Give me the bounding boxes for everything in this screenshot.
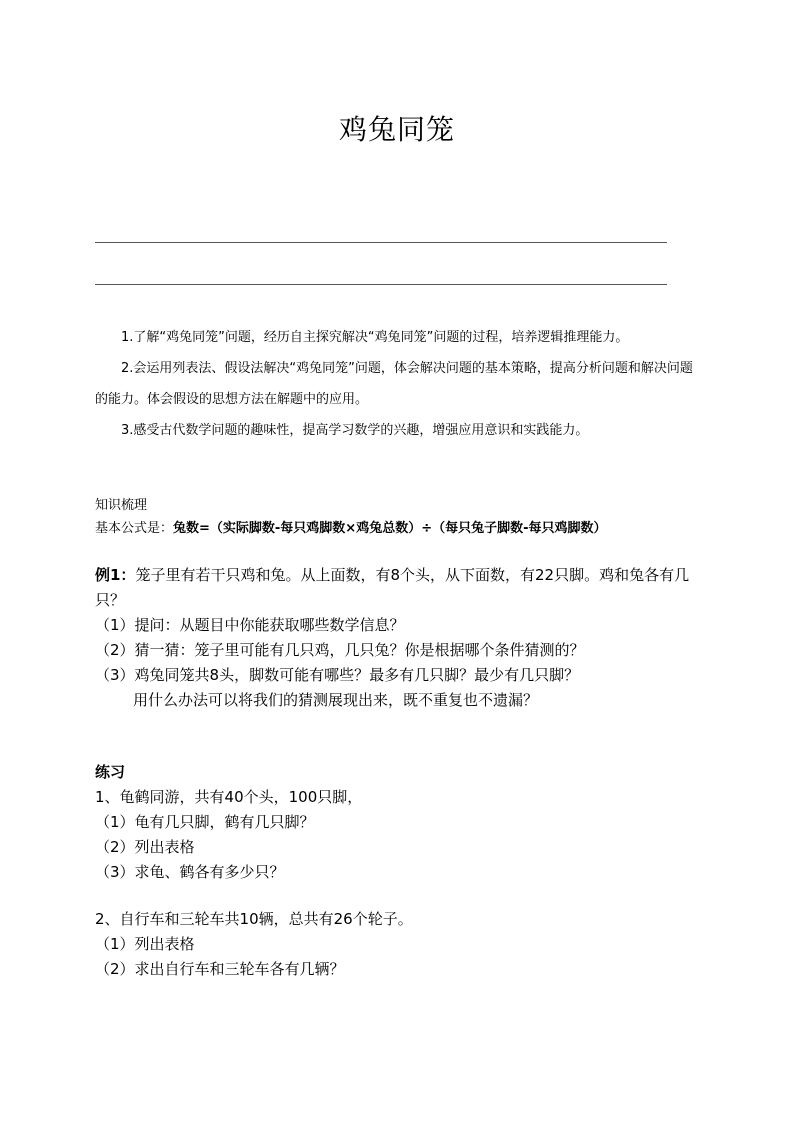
practice-question-2: 2、自行车和三轮车共10辆，总共有26个轮子。 — [95, 910, 413, 928]
formula-text: 兔数=（实际脚数-每只鸡脚数×鸡兔总数）÷（每只兔子脚数-每只鸡脚数） — [173, 521, 607, 536]
spacer — [95, 885, 715, 907]
example-label: 例1： — [95, 566, 136, 584]
learning-goals — [95, 322, 705, 446]
goal-item: 2.会运用列表法、假设法解决“鸡兔同笼”问题，体会解决问题的基本策略，提高分析问题和解决问题的能力。体会假设的思想方法在解题中的应用。 — [95, 361, 693, 407]
formula-line — [95, 517, 715, 540]
page-title: 鸡兔同笼 — [338, 113, 455, 146]
practice-question-1: 1、龟鹤同游，共有40个头，100只脚， — [95, 788, 363, 806]
example-followup: 用什么办法可以将我们的猜测展现出来，既不重复也不遗漏？ — [133, 691, 539, 709]
practice-q1-item: （3）求龟、鹤各有多少只？ — [95, 863, 285, 881]
practice-heading: 练习 — [95, 763, 126, 781]
example-question — [95, 563, 715, 613]
example-item: （3）鸡兔同笼共8头，脚数可能有哪些？最多有几只脚？最少有几只脚？ — [95, 666, 580, 684]
knowledge-heading: 知识梳理 — [95, 498, 148, 513]
formula-label: 基本公式是： — [95, 521, 174, 536]
example-item: （2）猜一猜：笼子里可能有几只鸡，几只兔？你是根据哪个条件猜测的？ — [95, 641, 585, 659]
blank-answer-line-1 — [95, 242, 667, 243]
practice-q2-item: （2）求出自行车和三轮车各有几辆？ — [95, 960, 345, 978]
practice-section — [95, 760, 715, 982]
practice-q2-item: （1）列出表格 — [95, 935, 195, 953]
goal-item: 3.感受古代数学问题的趣味性，提高学习数学的兴趣，增强应用意识和实践能力。 — [121, 423, 589, 438]
example-item: （1）提问：从题目中你能获取哪些数学信息？ — [95, 616, 405, 634]
example-question-text: 笼子里有若干只鸡和兔。从上面数，有8个头，从下面数，有22只脚。鸡和兔各有几只？ — [95, 566, 690, 609]
blank-answer-line-2 — [95, 284, 667, 285]
knowledge-section — [95, 494, 715, 540]
example-section — [95, 563, 715, 713]
practice-q1-item: （2）列出表格 — [95, 838, 195, 856]
goal-item: 1.了解“鸡兔同笼”问题，经历自主探究解决“鸡兔同笼”问题的过程，培养逻辑推理能力。 — [121, 330, 629, 345]
practice-q1-item: （1）龟有几只脚，鹤有几只脚？ — [95, 813, 315, 831]
